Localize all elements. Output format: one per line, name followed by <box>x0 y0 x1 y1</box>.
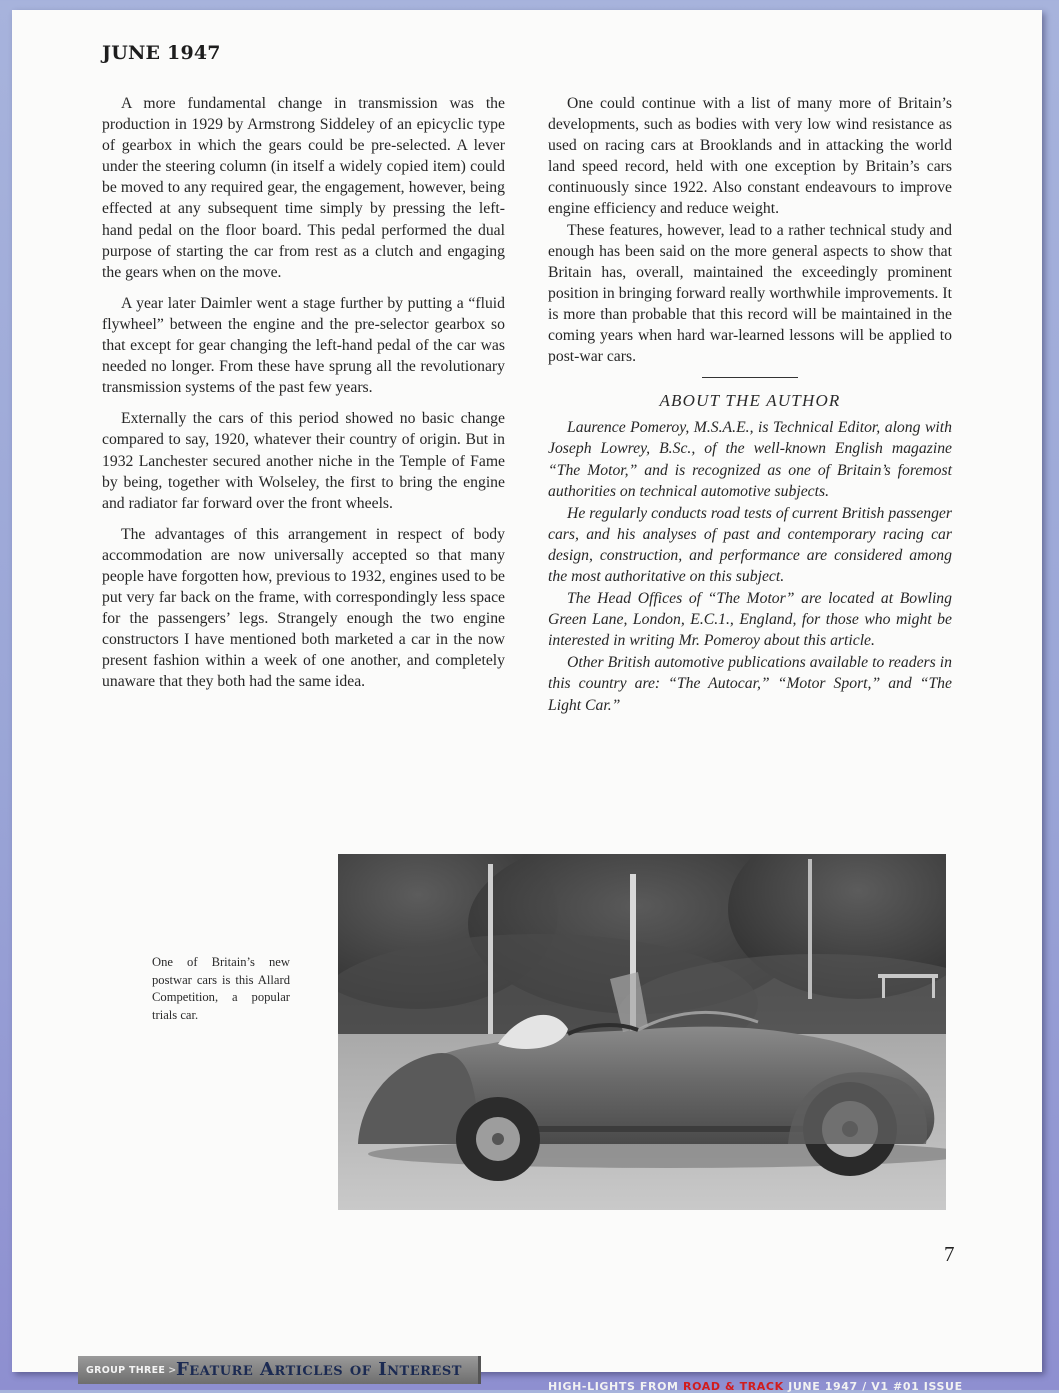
paragraph: The advantages of this arrangement in respect of body accommodation are now universally accepted so that many people have forgotten how, previous to 1932, engines used to be put very far back on the frame, with correspondingly less space for the passengers’ legs. Strangely enough the two engine constructors I have mentioned both marketed a car in the now present fashion within a week of one another, and completely unaware that they both had the same idea. <box>102 525 505 691</box>
section-banner <box>78 1356 481 1384</box>
group-label: GROUP THREE > <box>86 1365 177 1376</box>
footer-prefix: HIGH-LIGHTS FROM <box>548 1380 679 1393</box>
footer-issue: JUNE 1947 / V1 #01 ISSUE <box>788 1380 963 1393</box>
about-author-section <box>548 417 952 715</box>
about-paragraph: The Head Offices of “The Motor” are located at Bowling Green Lane, London, E.C.1., England, for those who might be interested in writing Mr. Pomeroy about this article. <box>548 590 952 650</box>
paragraph: A year later Daimler went a stage further by putting a “fluid flywheel” between the engine and the pre-selector gearbox so that except for gear changing the left-hand pedal of the car was needed no longer. From these have sprung all the revolutionary transmission systems of the past few years. <box>102 294 505 397</box>
car-photo-illustration <box>338 854 946 1210</box>
about-paragraph: Other British automotive publications available to readers in this country are: “The Autocar,” “Motor Sport,” and “The Light Car.” <box>548 654 952 714</box>
photo-caption: One of Britain’s new postwar cars is this Allard Competition, a popular trials car. <box>152 955 290 1022</box>
magazine-page <box>12 10 1042 1372</box>
divider-rule <box>702 377 798 378</box>
section-title: Feature Articles of Interest <box>176 1359 462 1380</box>
about-author-heading: ABOUT THE AUTHOR <box>659 391 841 411</box>
issue-footer <box>548 1380 963 1393</box>
about-paragraph: Laurence Pomeroy, M.S.A.E., is Technical Editor, along with Joseph Lowrey, B.Sc., of the well-known English magazine “The Motor,” and is recognized as one of Britain’s foremost authorities on technical automotive subjects. <box>548 419 952 500</box>
paragraph: These features, however, lead to a rather technical study and enough has been said on the more general aspects to show that Britain has, overall, maintained the exceedingly prominent position in bringing forward really worthwhile improvements. It is more than probable that this record will be maintained in the coming years when hard war-learned lessons will be applied to post-war cars. <box>548 221 952 366</box>
paragraph: One could continue with a list of many more of Britain’s developments, such as bodies with very low wind resistance as used on racing cars at Brooklands and in attacking the world land speed record, held with one exception by Britain’s cars continuously since 1922. Also constant endeavours to improve engine efficiency and reduce weight. <box>548 95 952 218</box>
page-header-date: JUNE 1947 <box>102 42 221 64</box>
footer-brand: ROAD & TRACK <box>683 1380 784 1393</box>
chevron-right-icon: > <box>168 1365 177 1376</box>
left-text-column <box>102 93 505 703</box>
paragraph: A more fundamental change in transmission was the production in 1929 by Armstrong Siddeley of an epicyclic type of gearbox in which the gears could be pre-selected. A lever under the steering column (in itself a widely copied item) could be moved to any required gear, the engagement, however, being effected at any subsequent time simply by pressing the left-hand pedal on the floor board. This pedal performed the dual purpose of starting the car from rest as a clutch and engaging the gears when on the move. <box>102 95 505 281</box>
right-text-column <box>548 93 952 717</box>
page-number: 7 <box>944 1242 955 1266</box>
allard-car-photo <box>338 854 946 1210</box>
paragraph: Externally the cars of this period showed no basic change compared to say, 1920, whatever their country of origin. But in 1932 Lanchester secured another niche in the Temple of Fame by being, together with Wolseley, the first to bring the engine and radiator far forward over the front wheels. <box>102 410 505 512</box>
about-paragraph: He regularly conducts road tests of current British passenger cars, and his analyses of past and contemporary racing car design, construction, and performance are considered among the most authoritative on this subject. <box>548 504 952 585</box>
